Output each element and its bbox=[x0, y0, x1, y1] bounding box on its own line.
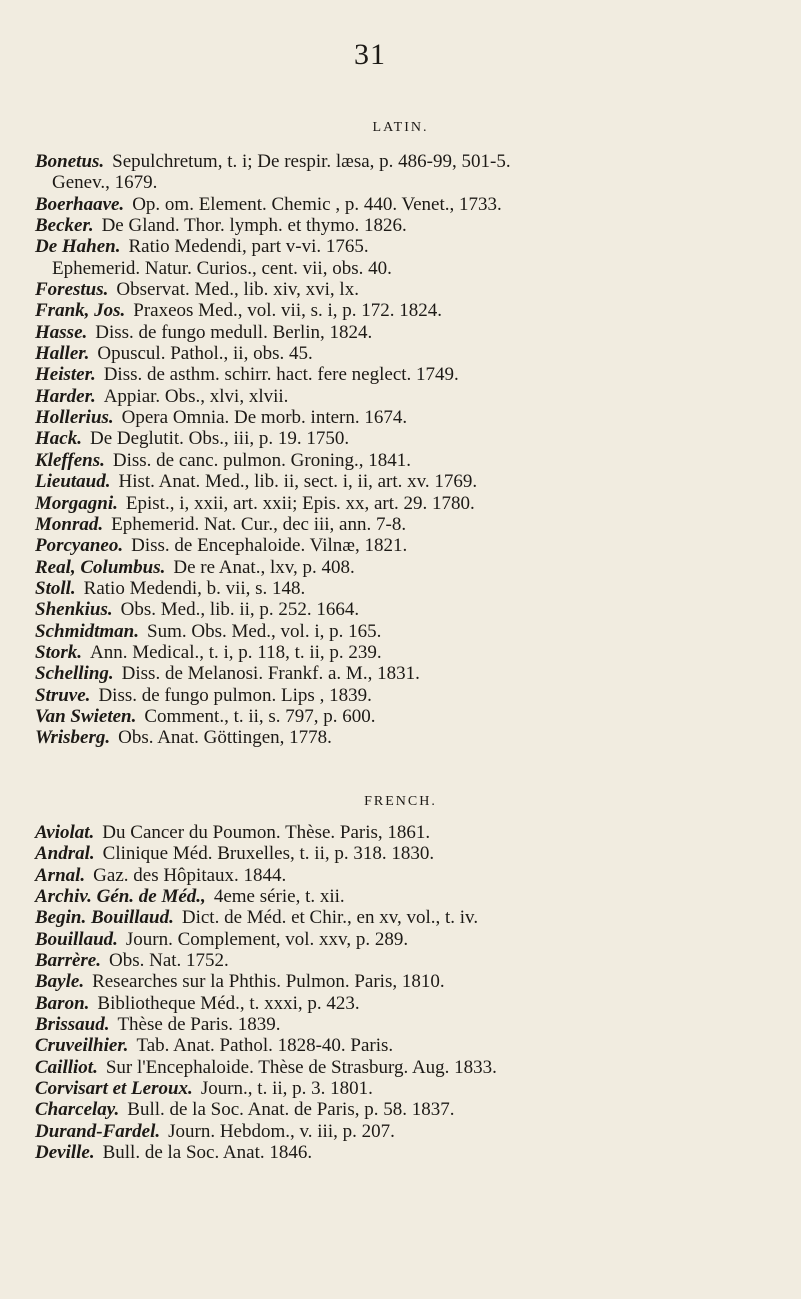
entry-author: Aviolat. bbox=[35, 822, 95, 843]
entry-author: Cailliot. bbox=[35, 1056, 98, 1078]
entry-author: Brissaud. bbox=[35, 1014, 110, 1036]
entry-reference: Epist., i, xxii, art. xxii; Epis. xx, art. 29. 1780. bbox=[125, 492, 475, 514]
bibliography-entry bbox=[0, 578, 801, 599]
entry-author: Cruveilhier. bbox=[35, 1035, 129, 1057]
bibliography-entry bbox=[0, 1142, 801, 1163]
bibliography-entry bbox=[0, 971, 801, 992]
bibliography-entry bbox=[0, 450, 801, 471]
bibliography-entry bbox=[0, 1014, 801, 1035]
entry-reference: Diss. de canc. pulmon. Groning., 1841. bbox=[112, 449, 411, 471]
french-bibliography-list bbox=[0, 822, 801, 1164]
entry-reference: Ratio Medendi, part v-vi. 1765. bbox=[128, 236, 369, 258]
entry-author: Charcelay. bbox=[35, 1099, 120, 1121]
entry-reference: Thèse de Paris. 1839. bbox=[117, 1014, 281, 1036]
entry-author: Becker. bbox=[35, 215, 94, 237]
entry-reference: Praxeos Med., vol. vii, s. i, p. 172. 1824. bbox=[133, 300, 443, 322]
bibliography-entry bbox=[0, 886, 801, 907]
bibliography-entry bbox=[0, 471, 801, 492]
entry-author: Corvisart et Leroux. bbox=[35, 1078, 193, 1100]
entry-reference: Opera Omnia. De morb. intern. 1674. bbox=[121, 407, 408, 429]
bibliography-entry bbox=[0, 929, 801, 950]
bibliography-entry bbox=[0, 535, 801, 556]
bibliography-entry bbox=[0, 151, 801, 172]
bibliography-entry bbox=[0, 1035, 801, 1056]
bibliography-entry bbox=[0, 279, 801, 300]
bibliography-entry bbox=[0, 172, 801, 193]
entry-author: Harder. bbox=[35, 385, 96, 407]
bibliography-entry bbox=[0, 642, 801, 663]
entry-reference: Ratio Medendi, b. vii, s. 148. bbox=[83, 577, 306, 599]
bibliography-entry bbox=[0, 1057, 801, 1078]
entry-reference: 4eme série, t. xii. bbox=[213, 886, 345, 908]
entry-reference: Tab. Anat. Pathol. 1828-40. Paris. bbox=[136, 1035, 394, 1057]
entry-reference: Obs. Nat. 1752. bbox=[108, 950, 229, 972]
bibliography-entry bbox=[0, 865, 801, 886]
entry-reference: Sur l'Encephaloide. Thèse de Strasburg. Aug. 1833. bbox=[105, 1056, 497, 1078]
entry-reference: Researches sur la Phthis. Pulmon. Paris, 1810. bbox=[92, 971, 445, 993]
bibliography-entry bbox=[0, 663, 801, 684]
entry-author: Struve. bbox=[35, 684, 91, 706]
bibliography-entry bbox=[0, 386, 801, 407]
page-number: 31 bbox=[354, 38, 386, 71]
bibliography-entry bbox=[0, 493, 801, 514]
entry-author: Lieutaud. bbox=[35, 471, 111, 493]
entry-author: Monrad. bbox=[35, 513, 104, 535]
entry-author: Shenkius. bbox=[35, 599, 113, 621]
entry-reference: Bull. de la Soc. Anat. 1846. bbox=[102, 1142, 313, 1164]
entry-reference: Diss. de asthm. schirr. hact. fere neglect. 1749. bbox=[103, 364, 459, 386]
bibliography-entry bbox=[0, 950, 801, 971]
section-heading-french: FRENCH. bbox=[364, 794, 437, 809]
entry-author: Durand-Fardel. bbox=[35, 1120, 161, 1142]
entry-reference: Opuscul. Pathol., ii, obs. 45. bbox=[97, 343, 313, 365]
bibliography-entry bbox=[0, 258, 801, 279]
entry-reference: Appiar. Obs., xlvi, xlvii. bbox=[103, 385, 289, 407]
entry-reference: Clinique Méd. Bruxelles, t. ii, p. 318. 1830. bbox=[102, 843, 435, 865]
latin-bibliography-list bbox=[0, 151, 801, 749]
entry-author: Boerhaave. bbox=[35, 193, 125, 215]
entry-author: Morgagni. bbox=[35, 492, 118, 514]
entry-reference: Gaz. des Hôpitaux. 1844. bbox=[93, 864, 287, 886]
entry-reference: Journ., t. ii, p. 3. 1801. bbox=[200, 1078, 373, 1100]
entry-author: Van Swieten. bbox=[35, 705, 137, 727]
entry-reference: Genev., 1679. bbox=[52, 172, 158, 194]
entry-reference: Observat. Med., lib. xiv, xvi, lx. bbox=[116, 279, 359, 301]
bibliography-entry bbox=[0, 599, 801, 620]
bibliography-entry bbox=[0, 706, 801, 727]
entry-author: Hollerius. bbox=[35, 407, 114, 429]
bibliography-entry bbox=[0, 194, 801, 215]
entry-reference: Bibliotheque Méd., t. xxxi, p. 423. bbox=[97, 992, 360, 1014]
entry-reference: De Gland. Thor. lymph. et thymo. 1826. bbox=[101, 215, 407, 237]
bibliography-entry bbox=[0, 1121, 801, 1142]
bibliography-entry bbox=[0, 822, 801, 843]
entry-reference: Ann. Medical., t. i, p. 118, t. ii, p. 239. bbox=[90, 641, 382, 663]
entry-author: Stork. bbox=[35, 641, 82, 663]
entry-author: Bonetus. bbox=[35, 151, 105, 172]
bibliography-entry bbox=[0, 1099, 801, 1120]
entry-author: Kleffens. bbox=[35, 449, 105, 471]
entry-reference: Diss. de Melanosi. Frankf. a. M., 1831. bbox=[121, 663, 420, 685]
entry-author: Forestus. bbox=[35, 279, 109, 301]
bibliography-entry bbox=[0, 428, 801, 449]
entry-author: Andral. bbox=[35, 843, 95, 865]
entry-reference: Journ. Hebdom., v. iii, p. 207. bbox=[168, 1120, 395, 1142]
entry-author: Schmidtman. bbox=[35, 620, 139, 642]
entry-author: Barrère. bbox=[35, 950, 101, 972]
entry-author: Arnal. bbox=[35, 864, 86, 886]
bibliography-entry bbox=[0, 343, 801, 364]
entry-author: Heister. bbox=[35, 364, 96, 386]
entry-author: Bayle. bbox=[35, 971, 85, 993]
entry-reference: Bull. de la Soc. Anat. de Paris, p. 58. 1837. bbox=[127, 1099, 455, 1121]
entry-reference: De Deglutit. Obs., iii, p. 19. 1750. bbox=[89, 428, 350, 450]
entry-author: Stoll. bbox=[35, 577, 76, 599]
entry-reference: Ephemerid. Nat. Cur., dec iii, ann. 7-8. bbox=[111, 513, 407, 535]
entry-reference: Sum. Obs. Med., vol. i, p. 165. bbox=[147, 620, 382, 642]
entry-reference: Diss. de fungo pulmon. Lips , 1839. bbox=[98, 684, 372, 706]
bibliography-entry bbox=[0, 300, 801, 321]
entry-author: Porcyaneo. bbox=[35, 535, 124, 557]
entry-author: Frank, Jos. bbox=[35, 300, 126, 322]
entry-author: Haller. bbox=[35, 343, 90, 365]
entry-reference: Sepulchretum, t. i; De respir. læsa, p. 486-99, 501-5. bbox=[112, 151, 511, 172]
entry-author: Hack. bbox=[35, 428, 82, 450]
bibliography-entry bbox=[0, 407, 801, 428]
entry-reference: Op. om. Element. Chemic , p. 440. Venet., 1733. bbox=[132, 193, 502, 215]
entry-reference: Hist. Anat. Med., lib. ii, sect. i, ii, art. xv. 1769. bbox=[118, 471, 478, 493]
bibliography-entry bbox=[0, 685, 801, 706]
bibliography-entry bbox=[0, 322, 801, 343]
entry-reference: Comment., t. ii, s. 797, p. 600. bbox=[144, 705, 376, 727]
entry-author: Bouillaud. bbox=[35, 928, 118, 950]
entry-author: Hasse. bbox=[35, 321, 88, 343]
bibliography-entry bbox=[0, 514, 801, 535]
bibliography-entry bbox=[0, 557, 801, 578]
entry-reference: Diss. de Encephaloide. Vilnæ, 1821. bbox=[131, 535, 408, 557]
entry-reference: Obs. Med., lib. ii, p. 252. 1664. bbox=[120, 599, 360, 621]
entry-author: Archiv. Gén. de Méd., bbox=[35, 886, 206, 908]
entry-author: Schelling. bbox=[35, 663, 114, 685]
bibliography-entry bbox=[0, 993, 801, 1014]
bibliography-entry bbox=[0, 843, 801, 864]
bibliography-entry bbox=[0, 621, 801, 642]
bibliography-entry bbox=[0, 907, 801, 928]
entry-author: Begin. Bouillaud. bbox=[35, 907, 174, 929]
entry-reference: Dict. de Méd. et Chir., en xv, vol., t. iv. bbox=[181, 907, 479, 929]
entry-author: De Hahen. bbox=[35, 236, 121, 258]
entry-author: Deville. bbox=[35, 1142, 95, 1164]
entry-reference: Obs. Anat. Göttingen, 1778. bbox=[118, 727, 332, 749]
entry-reference: Journ. Complement, vol. xxv, p. 289. bbox=[125, 928, 409, 950]
bibliography-entry bbox=[0, 1078, 801, 1099]
entry-author: Baron. bbox=[35, 992, 90, 1014]
entry-reference: Diss. de fungo medull. Berlin, 1824. bbox=[95, 321, 373, 343]
section-heading-latin: LATIN. bbox=[372, 120, 429, 135]
entry-author: Real, Columbus. bbox=[35, 556, 166, 578]
entry-reference: Ephemerid. Natur. Curios., cent. vii, obs. 40. bbox=[52, 257, 392, 279]
entry-reference: Du Cancer du Poumon. Thèse. Paris, 1861. bbox=[102, 822, 431, 843]
bibliography-entry bbox=[0, 364, 801, 385]
bibliography-entry bbox=[0, 236, 801, 257]
bibliography-entry bbox=[0, 727, 801, 748]
bibliography-entry bbox=[0, 215, 801, 236]
entry-reference: De re Anat., lxv, p. 408. bbox=[173, 556, 355, 578]
entry-author: Wrisberg. bbox=[35, 727, 111, 749]
